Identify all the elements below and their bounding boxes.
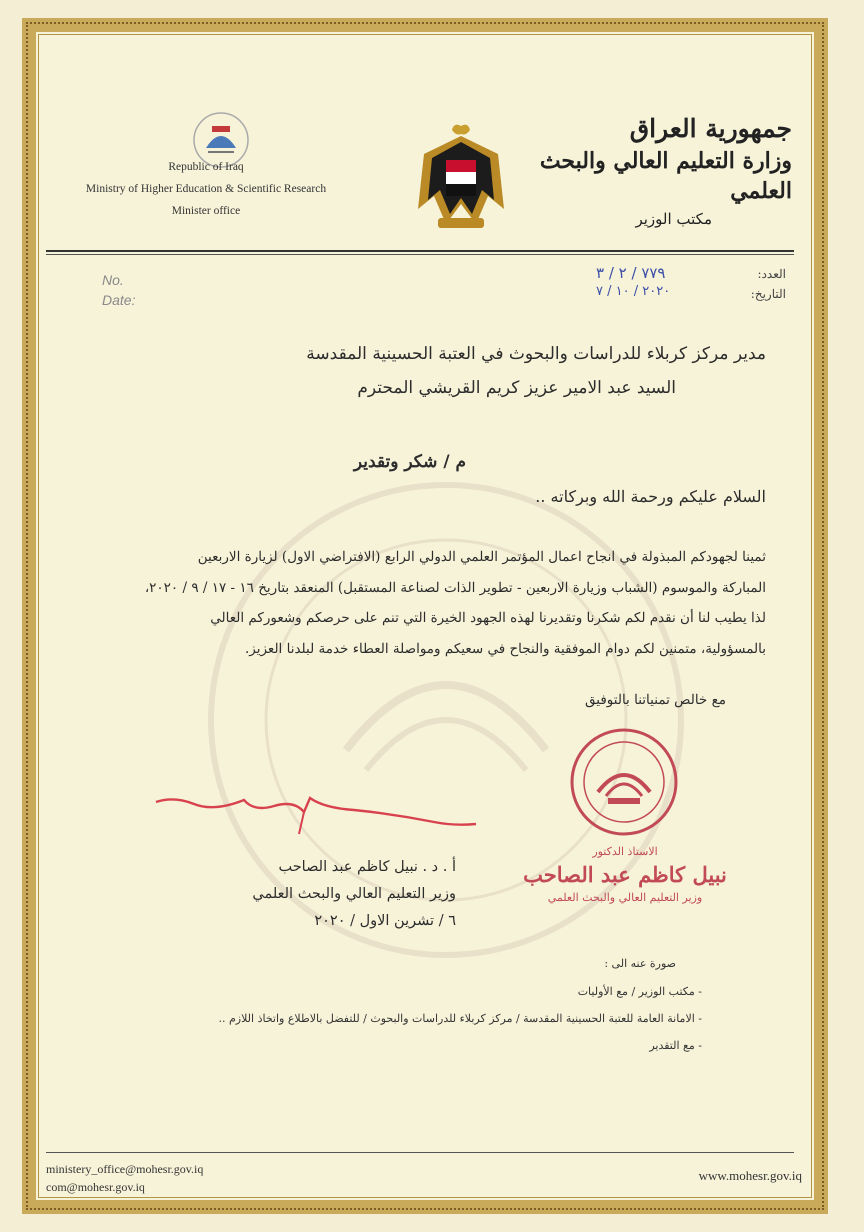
ar-ministry: وزارة التعليم العالي والبحث العلمي (539, 148, 792, 204)
reference-labels-ar (751, 264, 786, 304)
cc-item: - الامانة العامة للعتبة الحسينية المقدسة / مركز كربلاء للدراسات والبحوث / للتفضل بالاطلاع واتخاذ اللازم .. (82, 1005, 702, 1032)
signatory-name: أ . د . نبيل كاظم عبد الصاحب (278, 859, 456, 875)
cc-heading: صورة عنه الى : (604, 957, 676, 970)
cc-item: - مكتب الوزير / مع الأوليات (82, 978, 702, 1005)
stamp-line1: الاستاذ الدكتور (592, 845, 658, 858)
en-ministry: Ministry of Higher Education & Scientific Research (85, 183, 327, 195)
addressee-line2: السيد عبد الامير عزيز كريم القريشي المحترم (357, 378, 676, 398)
signature-block (166, 854, 766, 935)
reference-labels-en (102, 270, 135, 310)
letter-greeting: السلام عليكم ورحمة الله وبركاته .. (535, 487, 766, 506)
body-line: ثمينا لجهودكم المبذولة في انجاح اعمال المؤتمر العلمي الدولي الرابع (الافتراضي الاول) لزيارة الاربعين (197, 549, 766, 565)
footer-website: www.mohesr.gov.iq (698, 1168, 802, 1183)
footer-email-1: ministery_office@mohesr.gov.iq (46, 1162, 204, 1176)
signatory-title: وزير التعليم العالي والبحث العلمي (252, 886, 456, 902)
body-line: لذا يطيب لنا أن نقدم لكم شكرنا وتقديرنا لهذه الجهود الخيرة التي تنم على حرصكم وشعوركم العالي (210, 610, 766, 626)
ar-office: مكتب الوزير (635, 210, 712, 228)
letter-closing: مع خالص تمنياتنا بالتوفيق (585, 692, 726, 708)
addressee-line1: مدير مركز كربلاء للدراسات والبحوث في العتبة الحسينية المقدسة (306, 344, 766, 364)
handwritten-signature (154, 782, 484, 842)
body-line: المباركة والموسوم (الشباب وزيارة الاربعين - تطوير الذات لصناعة المستقبل) المنعقد بتاريخ ١٦ - ١٧ / ٩ / ٢٠٢٠، (144, 579, 766, 596)
stamp-line2: نبيل كاظم عبد الصاحب (523, 862, 727, 887)
date-label: Date: (102, 292, 136, 308)
body-line: بالمسؤولية، متمنين لكم دوام الموفقية والنجاح في سعيكم ومواصلة العطاء خدمة لبلدنا العزيز. (244, 640, 766, 657)
footer-divider (46, 1152, 794, 1153)
no-label: No. (102, 272, 124, 288)
footer-email-2: com@mohesr.gov.iq (46, 1180, 145, 1194)
ar-country: جمهورية العراق (629, 114, 792, 143)
stamp-line3: وزير التعليم العالي والبحث العلمي (547, 891, 703, 904)
cc-item: - مع التقدير (82, 1032, 702, 1059)
reference-number: ٧٧٩ / ٢ / ٣ (596, 264, 666, 282)
letter-body (46, 542, 766, 664)
reference-date: ٢٠٢٠ / ١٠ / ٧ (596, 284, 671, 299)
ar-date-label: التاريخ: (750, 287, 786, 301)
header-divider (46, 250, 794, 252)
header-divider-thin (46, 254, 794, 255)
en-office: Minister office (171, 205, 241, 217)
arabic-letterhead (492, 112, 792, 232)
en-country: Republic of Iraq (168, 161, 244, 173)
official-seal-icon (568, 726, 680, 838)
english-letterhead (36, 156, 376, 222)
letter-content (36, 32, 814, 1200)
ar-no-label: العدد: (757, 267, 786, 281)
footer-contact (46, 1160, 203, 1196)
letter-subject: م / شكر وتقدير (353, 452, 466, 472)
cc-list (82, 978, 702, 1059)
signature-date: ٦ / تشرين الاول / ٢٠٢٠ (314, 913, 456, 929)
